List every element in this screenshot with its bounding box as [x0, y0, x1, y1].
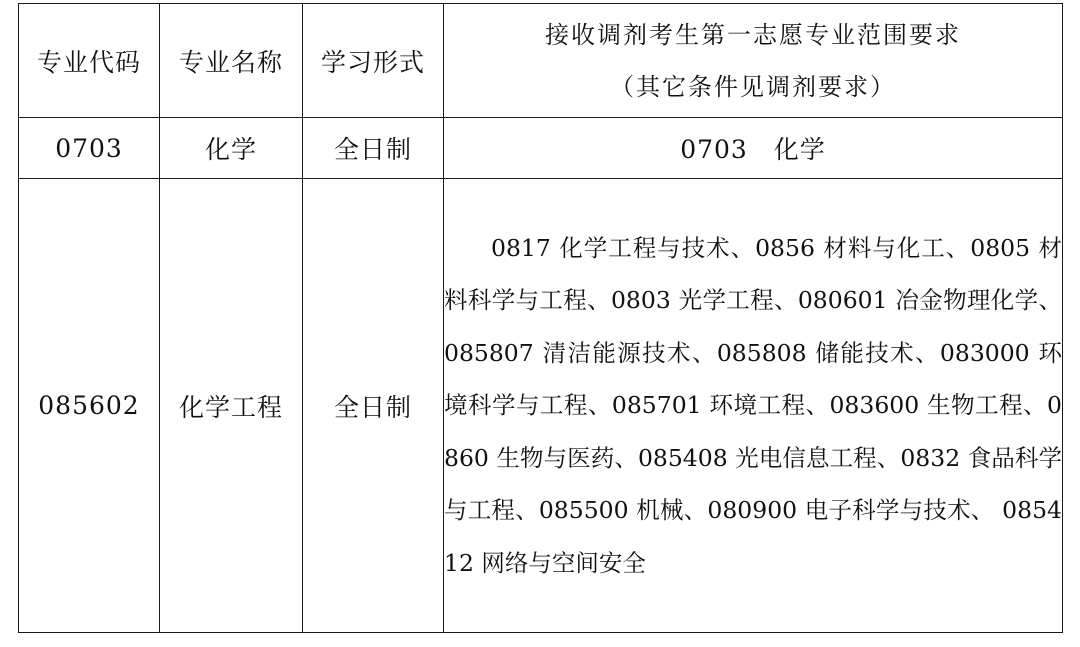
- header-major-code: 专业代码: [19, 4, 160, 118]
- cell-study-form: 全日制: [303, 118, 444, 179]
- major-admission-table: [18, 3, 1063, 633]
- cell-major-name: 化学: [160, 118, 303, 179]
- requirement-list-text: 0817 化学工程与技术、0856 材料与化工、0805 材料科学与工程、0803 光学工程、080601 冶金物理化学、085807 清洁能源技术、085808 储能技术、083000 环境科学与工程、085701 环境工程、083600 生物工程、0860 生物与医药、085408 光电信息工程、0832 食品科学与工程、085500 机械、080900 电子科学与技术、 085412 网络与空间安全: [444, 233, 1062, 577]
- cell-requirement: 0703 化学: [444, 118, 1063, 179]
- header-requirement-line2: （其它条件见调剂要求）: [610, 72, 896, 101]
- cell-major-code: 085602: [19, 179, 160, 633]
- cell-study-form: 全日制: [303, 179, 444, 633]
- table-row: [19, 118, 1063, 179]
- header-study-form: 学习形式: [303, 4, 444, 118]
- header-requirement-line1: 接收调剂考生第一志愿专业范围要求: [545, 20, 961, 49]
- cell-requirement: [444, 179, 1063, 633]
- cell-major-code: 0703: [19, 118, 160, 179]
- header-major-name: 专业名称: [160, 4, 303, 118]
- table-row: [19, 179, 1063, 633]
- cell-major-name: 化学工程: [160, 179, 303, 633]
- table-header-row: [19, 4, 1063, 118]
- header-requirement: [444, 4, 1063, 118]
